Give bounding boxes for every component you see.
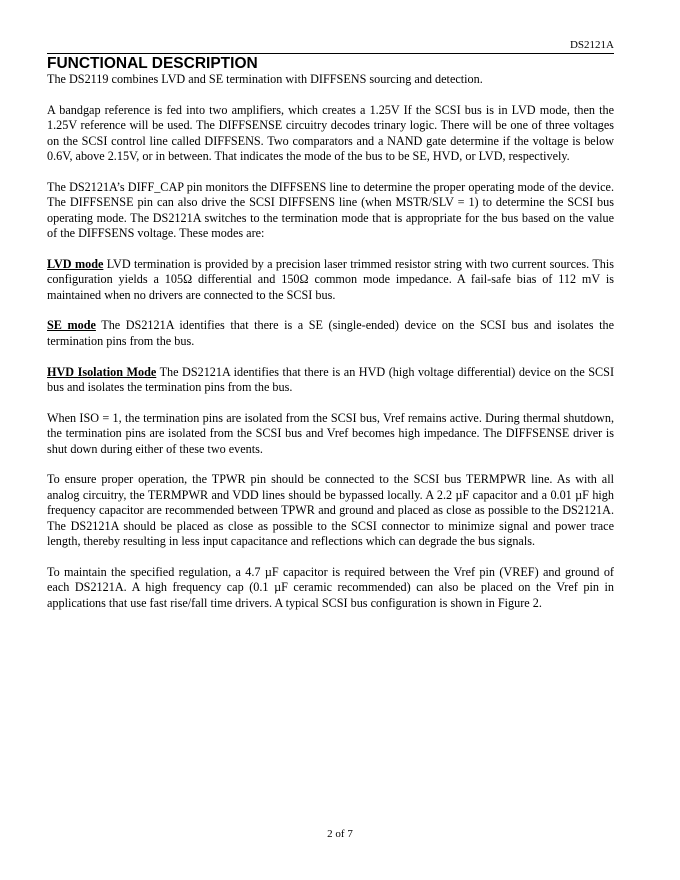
body-text bbox=[47, 72, 614, 611]
hvd-mode-text: The DS2121A identifies that there is an HVD (high voltage differential) device on the SCSI bus and isolates the termination pins from the bus. bbox=[47, 364, 614, 395]
paragraph-intro: The DS2119 combines LVD and SE termination with DIFFSENS sourcing and detection. bbox=[47, 72, 483, 86]
se-mode-text: The DS2121A identifies that there is a SE (single-ended) device on the SCSI bus and isolates the termination pins from the bus. bbox=[47, 318, 614, 348]
paragraph-diff-cap: The DS2121A’s DIFF_CAP pin monitors the DIFFSENS line to determine the proper operating mode of the device. The DIFFSENSE pin can also drive the SCSI DIFFSENS line (when MSTR/SLV = 1) to determine the SCSI bus operating mode. The DS2121A switches to the termination mode that is appropriate for the bus based on the value of the DIFFSENS voltage. These modes are: bbox=[47, 179, 614, 241]
paragraph-se-mode bbox=[47, 318, 614, 349]
section-title: FUNCTIONAL DESCRIPTION bbox=[47, 53, 614, 73]
lvd-mode-text: LVD termination is provided by a precision laser trimmed resistor string with two current sources. This configuration yields a 105Ω differential and 150Ω common mode impedance. A fail-safe bias of 112 mV is maintained when no drivers are connected to the SCSI bus. bbox=[47, 256, 615, 302]
se-mode-label: SE mode bbox=[47, 318, 96, 333]
lvd-mode-label: LVD mode bbox=[47, 256, 104, 271]
page-number: 2 of 7 bbox=[327, 828, 353, 840]
paragraph-bandgap: A bandgap reference is fed into two amplifiers, which creates a 1.25V If the SCSI bus is in LVD mode, then the 1.25V reference will be used. The DIFFSENSE circuitry decodes trinary logic. There will be one of three voltages on the SCSI control line called DIFFSENS. Two comparators and a NAND gate determine if the voltage is below 0.6V, above 2.15V, or in between. That indicates the mode of the bus to be SE, HVD, or LVD, respectively. bbox=[47, 102, 614, 164]
paragraph-iso: When ISO = 1, the termination pins are isolated from the SCSI bus, Vref remains active. During thermal shutdown, the termination pins are isolated from the SCSI bus and Vref becomes high impedance. The DIFFSENSE driver is shut down during either of these two events. bbox=[47, 410, 614, 456]
paragraph-vref: To maintain the specified regulation, a 4.7 µF capacitor is required between the Vref pin (VREF) and ground of each DS2121A. A high frequency cap (0.1 µF ceramic recommended) can also be placed on the Vref pin in applications that use fast rise/fall time drivers. A typical SCSI bus configuration is shown in Figure 2. bbox=[47, 564, 614, 610]
paragraph-lvd-mode bbox=[47, 257, 614, 303]
hvd-mode-label: HVD Isolation Mode bbox=[47, 364, 157, 379]
paragraph-hvd-mode bbox=[47, 365, 614, 396]
document-id: DS2121A bbox=[569, 39, 614, 51]
paragraph-tpwr: To ensure proper operation, the TPWR pin should be connected to the SCSI bus TERMPWR line. As with all analog circuitry, the TERMPWR and VDD lines should be bypassed locally. A 2.2 µF capacitor and a 0.01 µF high frequency capacitor are recommended between TPWR and ground and placed as close as possible to the DS2121A. The DS2121A should be placed as close as possible to the SCSI connector to minimize signal and power trace length, thereby resulting in less input capacitance and reflections which can degrade the bus signals. bbox=[47, 472, 614, 549]
